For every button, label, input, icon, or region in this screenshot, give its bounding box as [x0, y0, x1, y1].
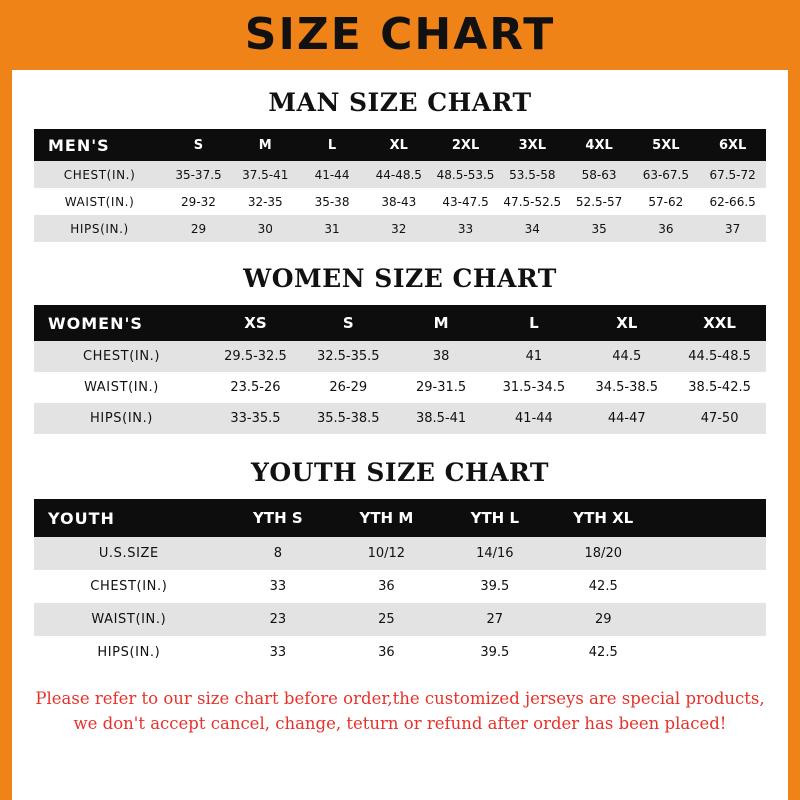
youth-header-yth-l: YTH L: [441, 499, 549, 537]
youth-hips-xl: 42.5: [549, 636, 657, 669]
men-size-table: [34, 129, 766, 242]
women-table-head: [34, 305, 766, 341]
youth-table-head: [34, 499, 766, 537]
youth-ussize-m: 10/12: [332, 537, 440, 570]
youth-waist-l: 27: [441, 603, 549, 636]
men-hips-4xl: 35: [566, 215, 633, 242]
table-row: [34, 188, 766, 215]
men-header-row: [34, 129, 766, 161]
women-hips-xl: 44-47: [580, 403, 673, 434]
table-row: [34, 372, 766, 403]
men-hips-l: 31: [299, 215, 366, 242]
youth-chest-m: 36: [332, 570, 440, 603]
youth-header-corner: YOUTH: [34, 499, 224, 537]
table-row: [34, 161, 766, 188]
women-row-label-hips: HIPS(IN.): [34, 403, 209, 434]
youth-header-yth-s: YTH S: [224, 499, 332, 537]
women-waist-xs: 23.5-26: [209, 372, 302, 403]
men-hips-3xl: 34: [499, 215, 566, 242]
women-row-label-chest: CHEST(IN.): [34, 341, 209, 372]
women-header-xs: XS: [209, 305, 302, 341]
women-hips-m: 38.5-41: [395, 403, 488, 434]
women-waist-xl: 34.5-38.5: [580, 372, 673, 403]
men-waist-5xl: 57-62: [632, 188, 699, 215]
youth-table-body: [34, 537, 766, 669]
women-header-xxl: XXL: [673, 305, 766, 341]
men-waist-6xl: 62-66.5: [699, 188, 766, 215]
youth-waist-m: 25: [332, 603, 440, 636]
men-chest-2xl: 48.5-53.5: [432, 161, 499, 188]
men-hips-m: 30: [232, 215, 299, 242]
man-section: [12, 88, 788, 242]
men-chest-5xl: 63-67.5: [632, 161, 699, 188]
youth-section: [12, 458, 788, 669]
table-row: [34, 215, 766, 242]
man-section-title: MAN SIZE CHART: [268, 88, 532, 117]
women-chest-xxl: 44.5-48.5: [673, 341, 766, 372]
women-size-table: [34, 305, 766, 434]
youth-header-yth-m: YTH M: [332, 499, 440, 537]
table-row: [34, 570, 766, 603]
men-waist-m: 32-35: [232, 188, 299, 215]
footer-note: [12, 687, 788, 737]
women-header-m: M: [395, 305, 488, 341]
men-waist-4xl: 52.5-57: [566, 188, 633, 215]
women-section-title: WOMEN SIZE CHART: [243, 264, 557, 293]
men-table-body: [34, 161, 766, 242]
women-chest-l: 41: [488, 341, 581, 372]
table-row: [34, 537, 766, 570]
youth-ussize-s: 8: [224, 537, 332, 570]
women-header-l: L: [488, 305, 581, 341]
men-chest-xl: 44-48.5: [365, 161, 432, 188]
women-chest-xs: 29.5-32.5: [209, 341, 302, 372]
youth-size-table: [34, 499, 766, 669]
women-chest-xl: 44.5: [580, 341, 673, 372]
page-title: SIZE CHART: [244, 9, 556, 60]
youth-row-label-hips: HIPS(IN.): [34, 636, 224, 669]
youth-waist-s: 23: [224, 603, 332, 636]
youth-header-yth-xl: YTH XL: [549, 499, 657, 537]
men-header-corner: MEN'S: [34, 129, 165, 161]
table-row: [34, 636, 766, 669]
footer-note-line-1: Please refer to our size chart before order,the customized jerseys are special products,: [35, 689, 765, 708]
men-waist-s: 29-32: [165, 188, 232, 215]
youth-ussize-blank: [657, 537, 766, 570]
youth-ussize-xl: 18/20: [549, 537, 657, 570]
women-row-label-waist: WAIST(IN.): [34, 372, 209, 403]
men-row-label-hips: HIPS(IN.): [34, 215, 165, 242]
men-hips-6xl: 37: [699, 215, 766, 242]
women-waist-xxl: 38.5-42.5: [673, 372, 766, 403]
youth-chest-xl: 42.5: [549, 570, 657, 603]
youth-ussize-l: 14/16: [441, 537, 549, 570]
men-waist-xl: 38-43: [365, 188, 432, 215]
women-header-row: [34, 305, 766, 341]
men-header-s: S: [165, 129, 232, 161]
men-chest-m: 37.5-41: [232, 161, 299, 188]
youth-row-label-us-size: U.S.SIZE: [34, 537, 224, 570]
women-hips-xxl: 47-50: [673, 403, 766, 434]
men-header-6xl: 6XL: [699, 129, 766, 161]
women-section: [12, 264, 788, 434]
women-table-body: [34, 341, 766, 434]
women-header-s: S: [302, 305, 395, 341]
youth-waist-blank: [657, 603, 766, 636]
women-waist-s: 26-29: [302, 372, 395, 403]
youth-row-label-waist: WAIST(IN.): [34, 603, 224, 636]
men-chest-3xl: 53.5-58: [499, 161, 566, 188]
men-header-l: L: [299, 129, 366, 161]
women-header-xl: XL: [580, 305, 673, 341]
men-header-5xl: 5XL: [632, 129, 699, 161]
youth-header-row: [34, 499, 766, 537]
youth-hips-l: 39.5: [441, 636, 549, 669]
women-hips-xs: 33-35.5: [209, 403, 302, 434]
youth-header-blank: [657, 499, 766, 537]
youth-section-title: YOUTH SIZE CHART: [251, 458, 549, 487]
footer-note-line-2: we don't accept cancel, change, teturn or refund after order has been placed!: [73, 713, 727, 733]
men-chest-s: 35-37.5: [165, 161, 232, 188]
banner: [0, 0, 800, 70]
youth-chest-l: 39.5: [441, 570, 549, 603]
men-hips-xl: 32: [365, 215, 432, 242]
women-hips-l: 41-44: [488, 403, 581, 434]
women-hips-s: 35.5-38.5: [302, 403, 395, 434]
men-waist-3xl: 47.5-52.5: [499, 188, 566, 215]
men-header-xl: XL: [365, 129, 432, 161]
men-table-head: [34, 129, 766, 161]
men-waist-l: 35-38: [299, 188, 366, 215]
women-chest-m: 38: [395, 341, 488, 372]
women-waist-m: 29-31.5: [395, 372, 488, 403]
men-hips-5xl: 36: [632, 215, 699, 242]
men-row-label-chest: CHEST(IN.): [34, 161, 165, 188]
men-chest-4xl: 58-63: [566, 161, 633, 188]
men-row-label-waist: WAIST(IN.): [34, 188, 165, 215]
men-chest-l: 41-44: [299, 161, 366, 188]
women-waist-l: 31.5-34.5: [488, 372, 581, 403]
youth-chest-blank: [657, 570, 766, 603]
youth-waist-xl: 29: [549, 603, 657, 636]
men-chest-6xl: 67.5-72: [699, 161, 766, 188]
men-waist-2xl: 43-47.5: [432, 188, 499, 215]
men-header-3xl: 3XL: [499, 129, 566, 161]
men-hips-2xl: 33: [432, 215, 499, 242]
men-header-m: M: [232, 129, 299, 161]
men-hips-s: 29: [165, 215, 232, 242]
youth-hips-s: 33: [224, 636, 332, 669]
men-header-2xl: 2XL: [432, 129, 499, 161]
youth-row-label-chest: CHEST(IN.): [34, 570, 224, 603]
table-row: [34, 341, 766, 372]
women-header-corner: WOMEN'S: [34, 305, 209, 341]
women-chest-s: 32.5-35.5: [302, 341, 395, 372]
men-header-4xl: 4XL: [566, 129, 633, 161]
table-row: [34, 403, 766, 434]
youth-hips-m: 36: [332, 636, 440, 669]
youth-chest-s: 33: [224, 570, 332, 603]
youth-hips-blank: [657, 636, 766, 669]
table-row: [34, 603, 766, 636]
